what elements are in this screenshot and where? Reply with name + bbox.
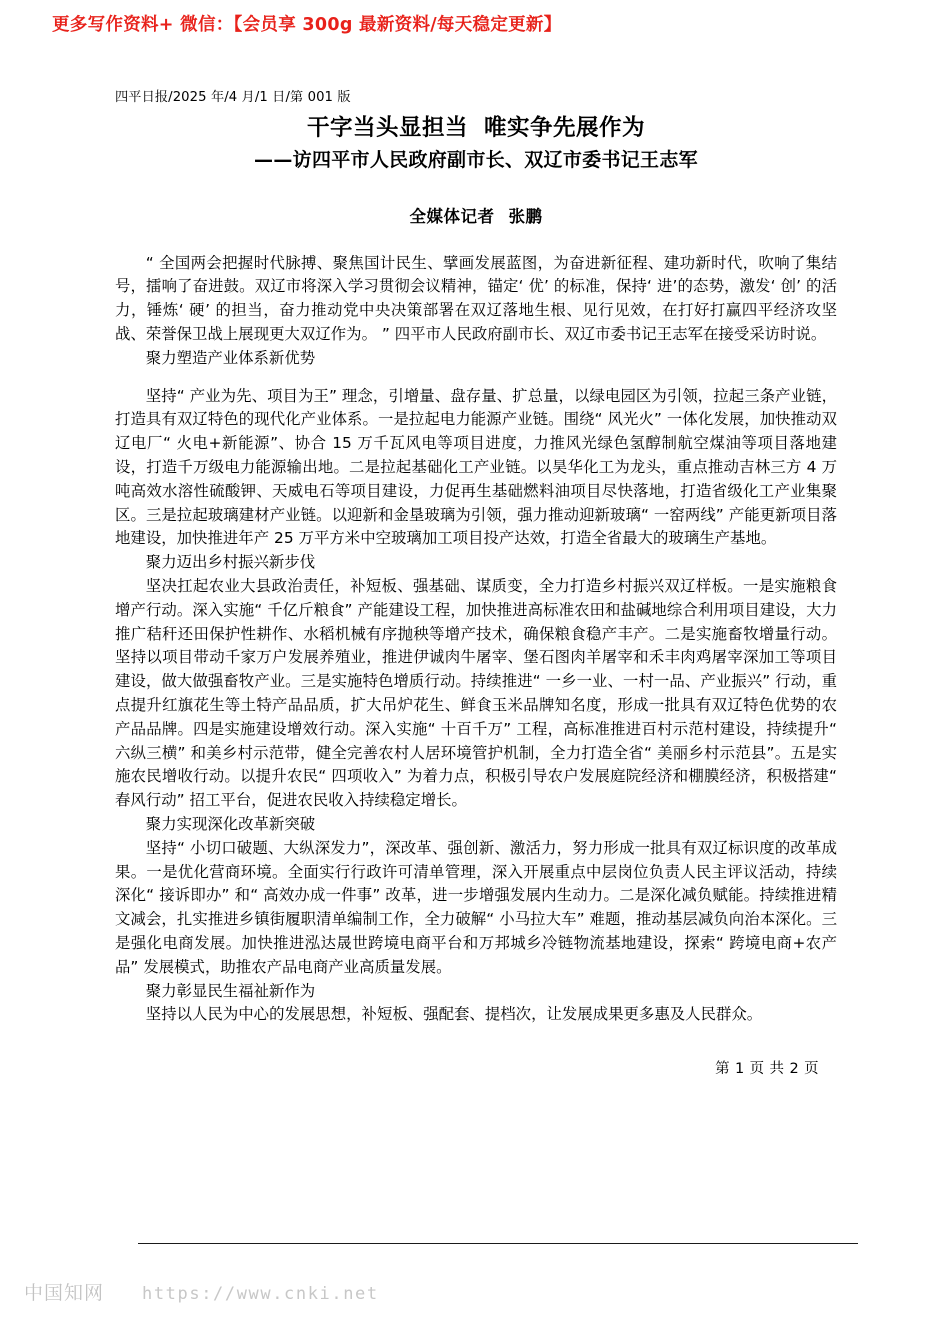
section-body-2: 坚决扛起农业大县政治责任，补短板、强基础、谋质变，全力打造乡村振兴双辽样板。一是实施粮食增产行动。深入实施“ 千亿斤粮食” 产能建设工程，加快推进高标准农田和盐碱地综合利用项目建设，大力推广秸秆还田保护性耕作、水稻机械有序抛秧等增产技术，确保粮食稳产丰产。二是实施畜牧增量行动。坚持以项目带动千家万户发展养殖业，推进伊诚肉牛屠宰、堡石图肉羊屠宰和禾丰肉鸡屠宰深加工等项目建设，做大做强畜牧产业。三是实施特色增质行动。持续推进“ 一乡一业、一村一品、产业振兴” 行动，重点提升红旗花生等土特产品品质，扩大吊炉花生、鲜食玉米品牌知名度，形成一批具有双辽特色优势的农产品品牌。四是实施建设增效行动。深入实施“ 十百千万” 工程，高标准推进百村示范村建设，持续提升“ 六纵三横” 和美乡村示范带，健全完善农村人居环境管护机制，全力打造全省“ 美丽乡村示范县”。五是实施农民增收行动。以提升农民“ 四项收入” 为着力点，积极引导农户发展庭院经济和棚膜经济，积极搭建“ 春风行动” 招工平台，促进农民收入持续稳定增长。	[115, 576, 837, 810]
page-subtitle: ——访四平市人民政府副市长、双辽市委书记王志军	[254, 149, 698, 172]
cnki-watermark	[24, 1278, 379, 1305]
byline-role: 全媒体记者	[409, 206, 495, 226]
source-citation-line: 四平日报/2025 年/4 月/1 日/第 001 版	[115, 90, 351, 105]
section-body-1: 坚持“ 产业为先、项目为王” 理念，引增量、盘存量、扩总量，以绿电园区为引领，拉起三条产业链，打造具有双辽特色的现代化产业体系。一是拉起电力能源产业链。围绕“ 风光火” 一体化发展，加快推动双辽电厂“ 火电+新能源”、协合 15 万千瓦风电等项目进度，力推风光绿色氢醇制航空煤油等项目落地建设，打造千万级电力能源输出地。二是拉起基础化工产业链。以昊华化工为龙头，重点推动吉林三方 4 万吨高效水溶性硫酸钾、天威电石等项目建设，力促再生基础燃料油项目尽快落地，打造省级化工产业集聚区。三是拉起玻璃建材产业链。以迎新和金垦玻璃为引领，强力推动迎新玻璃“ 一窑两线” 产能更新项目落地建设，加快推进年产 25 万平方米中空玻璃加工项目投产达效，打造全省最大的玻璃生产基地。	[115, 386, 837, 548]
byline	[115, 203, 837, 227]
page-title	[115, 113, 837, 145]
cnki-url-text: https://www.cnki.net	[142, 1284, 379, 1304]
section-heading-1: 聚力塑造产业体系新优势	[145, 348, 316, 367]
article-body	[115, 252, 837, 1028]
footer-divider	[138, 1243, 858, 1244]
document-body	[115, 88, 837, 1078]
headline-part-2: 唯实争先展作为	[484, 115, 646, 142]
section-body-3: 坚持“ 小切口破题、大纵深发力”，深改革、强创新、激活力，努力形成一批具有双辽标识度的改革成果。一是优化营商环境。全面实行行政许可清单管理，深入开展重点中层岗位负责人民主评议活动，持续深化“ 接诉即办” 和“ 高效办成一件事” 改革，进一步增强发展内生动力。二是深化减负赋能。持续推进精文减会，扎实推进乡镇街履职清单编制工作，全力破解“ 小马拉大车” 难题，推动基层减负向治本深化。三是强化电商发展。加快推进泓达晟世跨境电商平台和万邦城乡冷链物流基地建设，探索“ 跨境电商+农产品” 发展模式，助推农产品电商产业高质量发展。	[115, 838, 837, 976]
page-number-footer: 第 1 页 共 2 页	[715, 1061, 819, 1078]
byline-author-name: 张鹏	[508, 206, 543, 226]
section-body-4: 坚持以人民为中心的发展思想，补短板、强配套、提档次，让发展成果更多惠及人民群众。	[145, 1005, 763, 1024]
section-heading-4: 聚力彰显民生福祉新作为	[145, 981, 316, 1000]
section-heading-3: 聚力实现深化改革新突破	[145, 814, 316, 833]
promo-banner-text: 更多写作资料+ 微信：【会员享 300g 最新资料/每天稳定更新】	[52, 15, 562, 35]
paragraph-intro: “ 全国两会把握时代脉搏、聚焦国计民生、擘画发展蓝图，为奋进新征程、建功新时代，吹响了集结号，擂响了奋进鼓。双辽市将深入学习贯彻会议精神，锚定‘ 优’ 的标准，保持‘ 进’的态势，激发‘ 创’ 的活力，锤炼‘ 硬’ 的担当，奋力推动党中央决策部署在双辽落地生根、见行见效，在打好打赢四平经济攻坚战、荣誉保卫战上展现更大双辽作为。 ” 四平市人民政府副市长、双辽市委书记王志军在接受采访时说。	[115, 253, 837, 344]
section-heading-2: 聚力迈出乡村振兴新步伐	[145, 553, 316, 572]
cnki-logo-text: 中国知网	[24, 1282, 105, 1304]
headline-part-1: 干字当头显担当	[306, 115, 468, 142]
